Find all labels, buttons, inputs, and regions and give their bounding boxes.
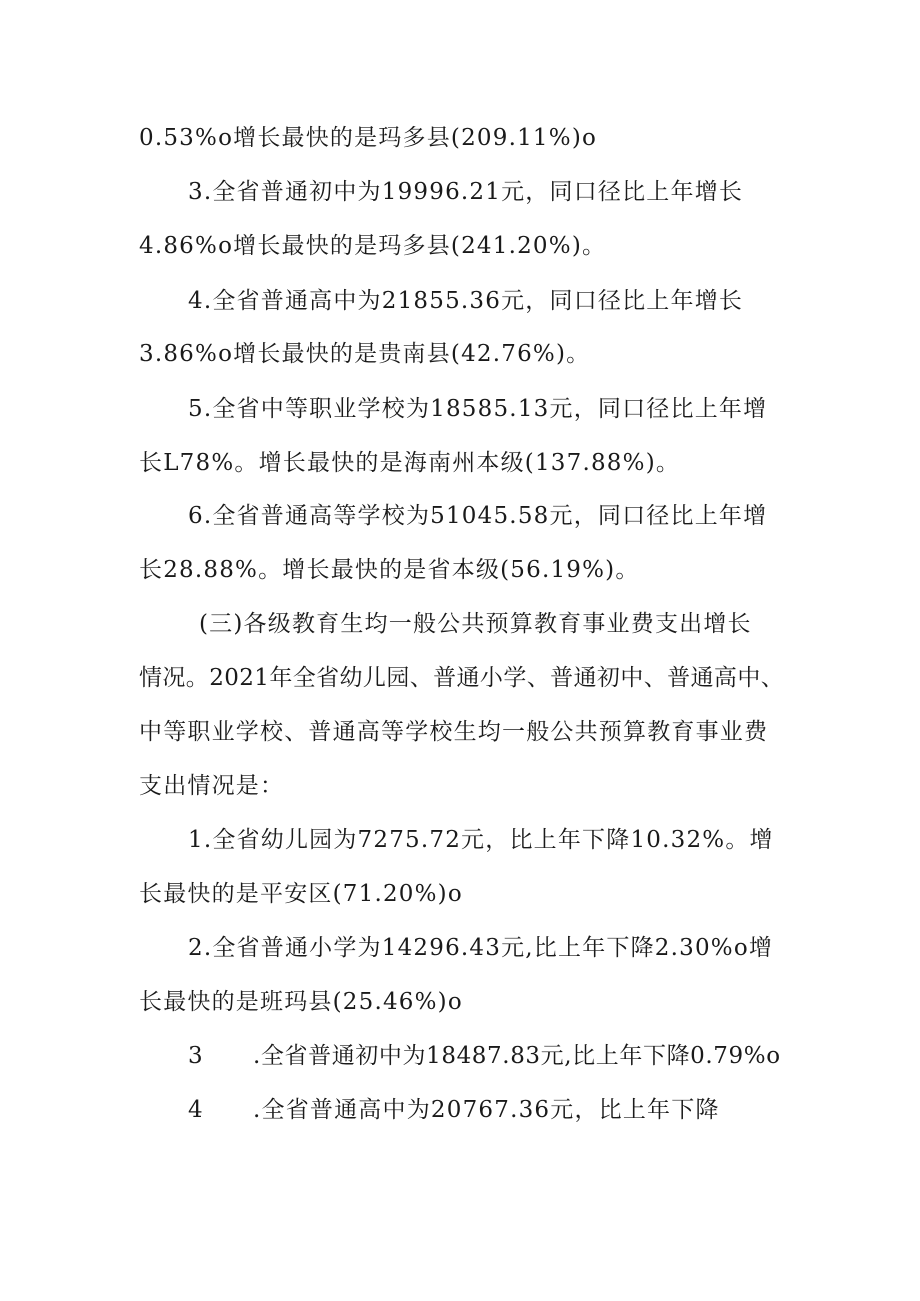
- text-line-17: 长最快的是班玛县(25.46%)o: [139, 989, 463, 1015]
- text-line-19: .全省普通高中为20767.36元，比上年下降: [253, 1097, 720, 1123]
- text-line-14: 1.全省幼儿园为7275.72元，比上年下降10.32%。增: [188, 827, 774, 853]
- text-line-11: 情况。2021年全省幼儿园、普通小学、普通初中、普通高中、: [139, 665, 785, 691]
- section-heading-line: (三)各级教育生均一般公共预算教育事业费支出增长: [199, 611, 752, 637]
- text-line-13: 支出情况是：: [139, 773, 285, 799]
- text-line-5: 3.86%o增长最快的是贵南县(42.76%)。: [139, 341, 591, 367]
- text-line-2: 3.全省普通初中为19996.21元，同口径比上年增长: [188, 179, 744, 205]
- text-line-16: 2.全省普通小学为14296.43元,比上年下降2.30%o增: [188, 935, 774, 961]
- text-line-8: 6.全省普通高等学校为51045.58元，同口径比上年增: [188, 503, 768, 529]
- text-line-9: 长28.88%。增长最快的是省本级(56.19%)。: [139, 557, 640, 583]
- text-line-6: 5.全省中等职业学校为18585.13元，同口径比上年增: [188, 396, 768, 422]
- text-line-4: 4.全省普通高中为21855.36元，同口径比上年增长: [188, 288, 744, 314]
- text-line-12: 中等职业学校、普通高等学校生均一般公共预算教育事业费: [139, 719, 769, 745]
- text-line-1: 0.53%o增长最快的是玛多县(209.11%)o: [139, 125, 598, 151]
- list-number-3: 3: [188, 1043, 204, 1069]
- text-line-7: 长L78%。增长最快的是海南州本级(137.88%)。: [139, 450, 681, 476]
- text-line-15: 长最快的是平安区(71.20%)o: [139, 881, 463, 907]
- list-number-4: 4: [188, 1097, 204, 1123]
- text-line-3: 4.86%o增长最快的是玛多县(241.20%)。: [139, 233, 607, 259]
- text-line-18: .全省普通初中为18487.83元,比上年下降0.79%o: [253, 1043, 781, 1069]
